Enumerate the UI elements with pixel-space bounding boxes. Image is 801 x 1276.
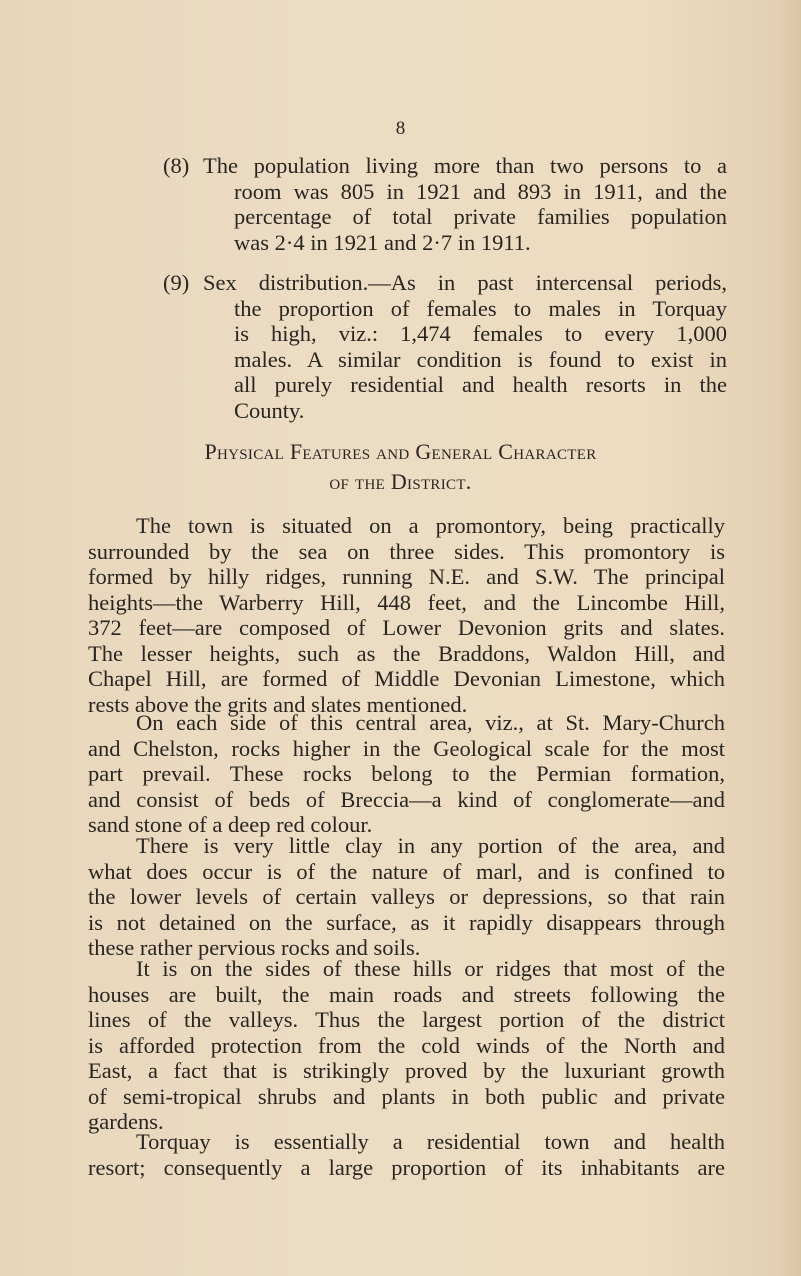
paragraph-line: of semi-tropical shrubs and plants in both public and private (88, 1083, 725, 1109)
paragraph-line: these rather pervious rocks and soils. (88, 935, 421, 960)
paragraph-line: The lesser heights, such as the Braddons, Waldon Hill, and (88, 640, 725, 666)
paragraph-line: what does occur is of the nature of marl, and is confined to (88, 858, 725, 884)
paragraph-line: There is very little clay in any portion of the area, and (136, 833, 725, 858)
paragraph-5 (88, 1129, 725, 1180)
paragraph-4 (88, 956, 725, 1135)
section-heading-line-1: Physical Features and General Character (204, 439, 597, 464)
paragraph-line: resort; consequently a large proportion of its inhabitants are (88, 1154, 725, 1180)
item-line: percentage of total private families population (234, 204, 727, 229)
item-line: all purely residential and health resorts in the (234, 372, 727, 397)
paragraph-line: It is on the sides of these hills or ridges that most of the (136, 956, 725, 981)
paragraph-line: heights—the Warberry Hill, 448 feet, and the Lincombe Hill, (88, 589, 725, 615)
item-line: was 2·4 in 1921 and 2·7 in 1911. (234, 229, 531, 255)
item-line: the proportion of females to males in Torquay (234, 295, 727, 321)
paragraph-line: East, a fact that is strikingly proved by the luxuriant growth (88, 1058, 725, 1083)
paragraph-line: is afforded protection from the cold winds of the North and (88, 1032, 725, 1058)
numbered-item-8 (163, 153, 727, 255)
item-line: County. (234, 397, 305, 423)
paragraph-2 (88, 710, 725, 838)
paragraph-line: and Chelston, rocks higher in the Geological scale for the most (88, 735, 725, 761)
paragraph-line: sand stone of a deep red colour. (88, 812, 373, 837)
item-number: (8) (163, 153, 190, 178)
paragraph-line: lines of the valleys. Thus the largest portion of the district (88, 1007, 725, 1032)
paragraph-3 (88, 833, 725, 961)
item-line: Sex distribution.—As in past intercensal periods, (203, 270, 727, 295)
paragraph-1 (88, 513, 725, 717)
item-number: (9) (163, 270, 190, 295)
paragraph-line: houses are built, the main roads and streets following the (88, 981, 725, 1007)
paragraph-line: gardens. (88, 1109, 164, 1134)
paragraph-line: On each side of this central area, viz., at St. Mary-Church (136, 710, 725, 735)
paragraph-line: rests above the grits and slates mentioned. (88, 691, 468, 717)
paragraph-line: the lower levels of certain valleys or depressions, so that rain (88, 884, 725, 909)
paragraph-line: is not detained on the surface, as it rapidly disappears through (88, 909, 725, 935)
section-heading (0, 435, 801, 499)
page-number: 8 (395, 118, 406, 139)
paragraph-line: surrounded by the sea on three sides. This promontory is (88, 538, 725, 564)
item-line: The population living more than two persons to a (203, 153, 727, 178)
paragraph-line: and consist of beds of Breccia—a kind of conglomerate—and (88, 786, 725, 812)
paragraph-line: The town is situated on a promontory, being practically (136, 513, 725, 538)
item-line: males. A similar condition is found to exist in (234, 346, 727, 372)
paragraph-line: 372 feet—are composed of Lower Devonion grits and slates. (88, 615, 725, 640)
paragraph-line: part prevail. These rocks belong to the Permian formation, (88, 761, 725, 786)
paragraph-line: Chapel Hill, are formed of Middle Devonian Limestone, which (88, 666, 725, 691)
item-line: is high, viz.: 1,474 females to every 1,000 (234, 321, 727, 346)
paragraph-line: Torquay is essentially a residential town and health (136, 1129, 725, 1154)
section-heading-line-2: of the District. (329, 469, 472, 494)
item-line: room was 805 in 1921 and 893 in 1911, and the (234, 178, 727, 204)
paragraph-line: formed by hilly ridges, running N.E. and S.W. The principal (88, 564, 725, 589)
numbered-item-9 (163, 270, 727, 423)
